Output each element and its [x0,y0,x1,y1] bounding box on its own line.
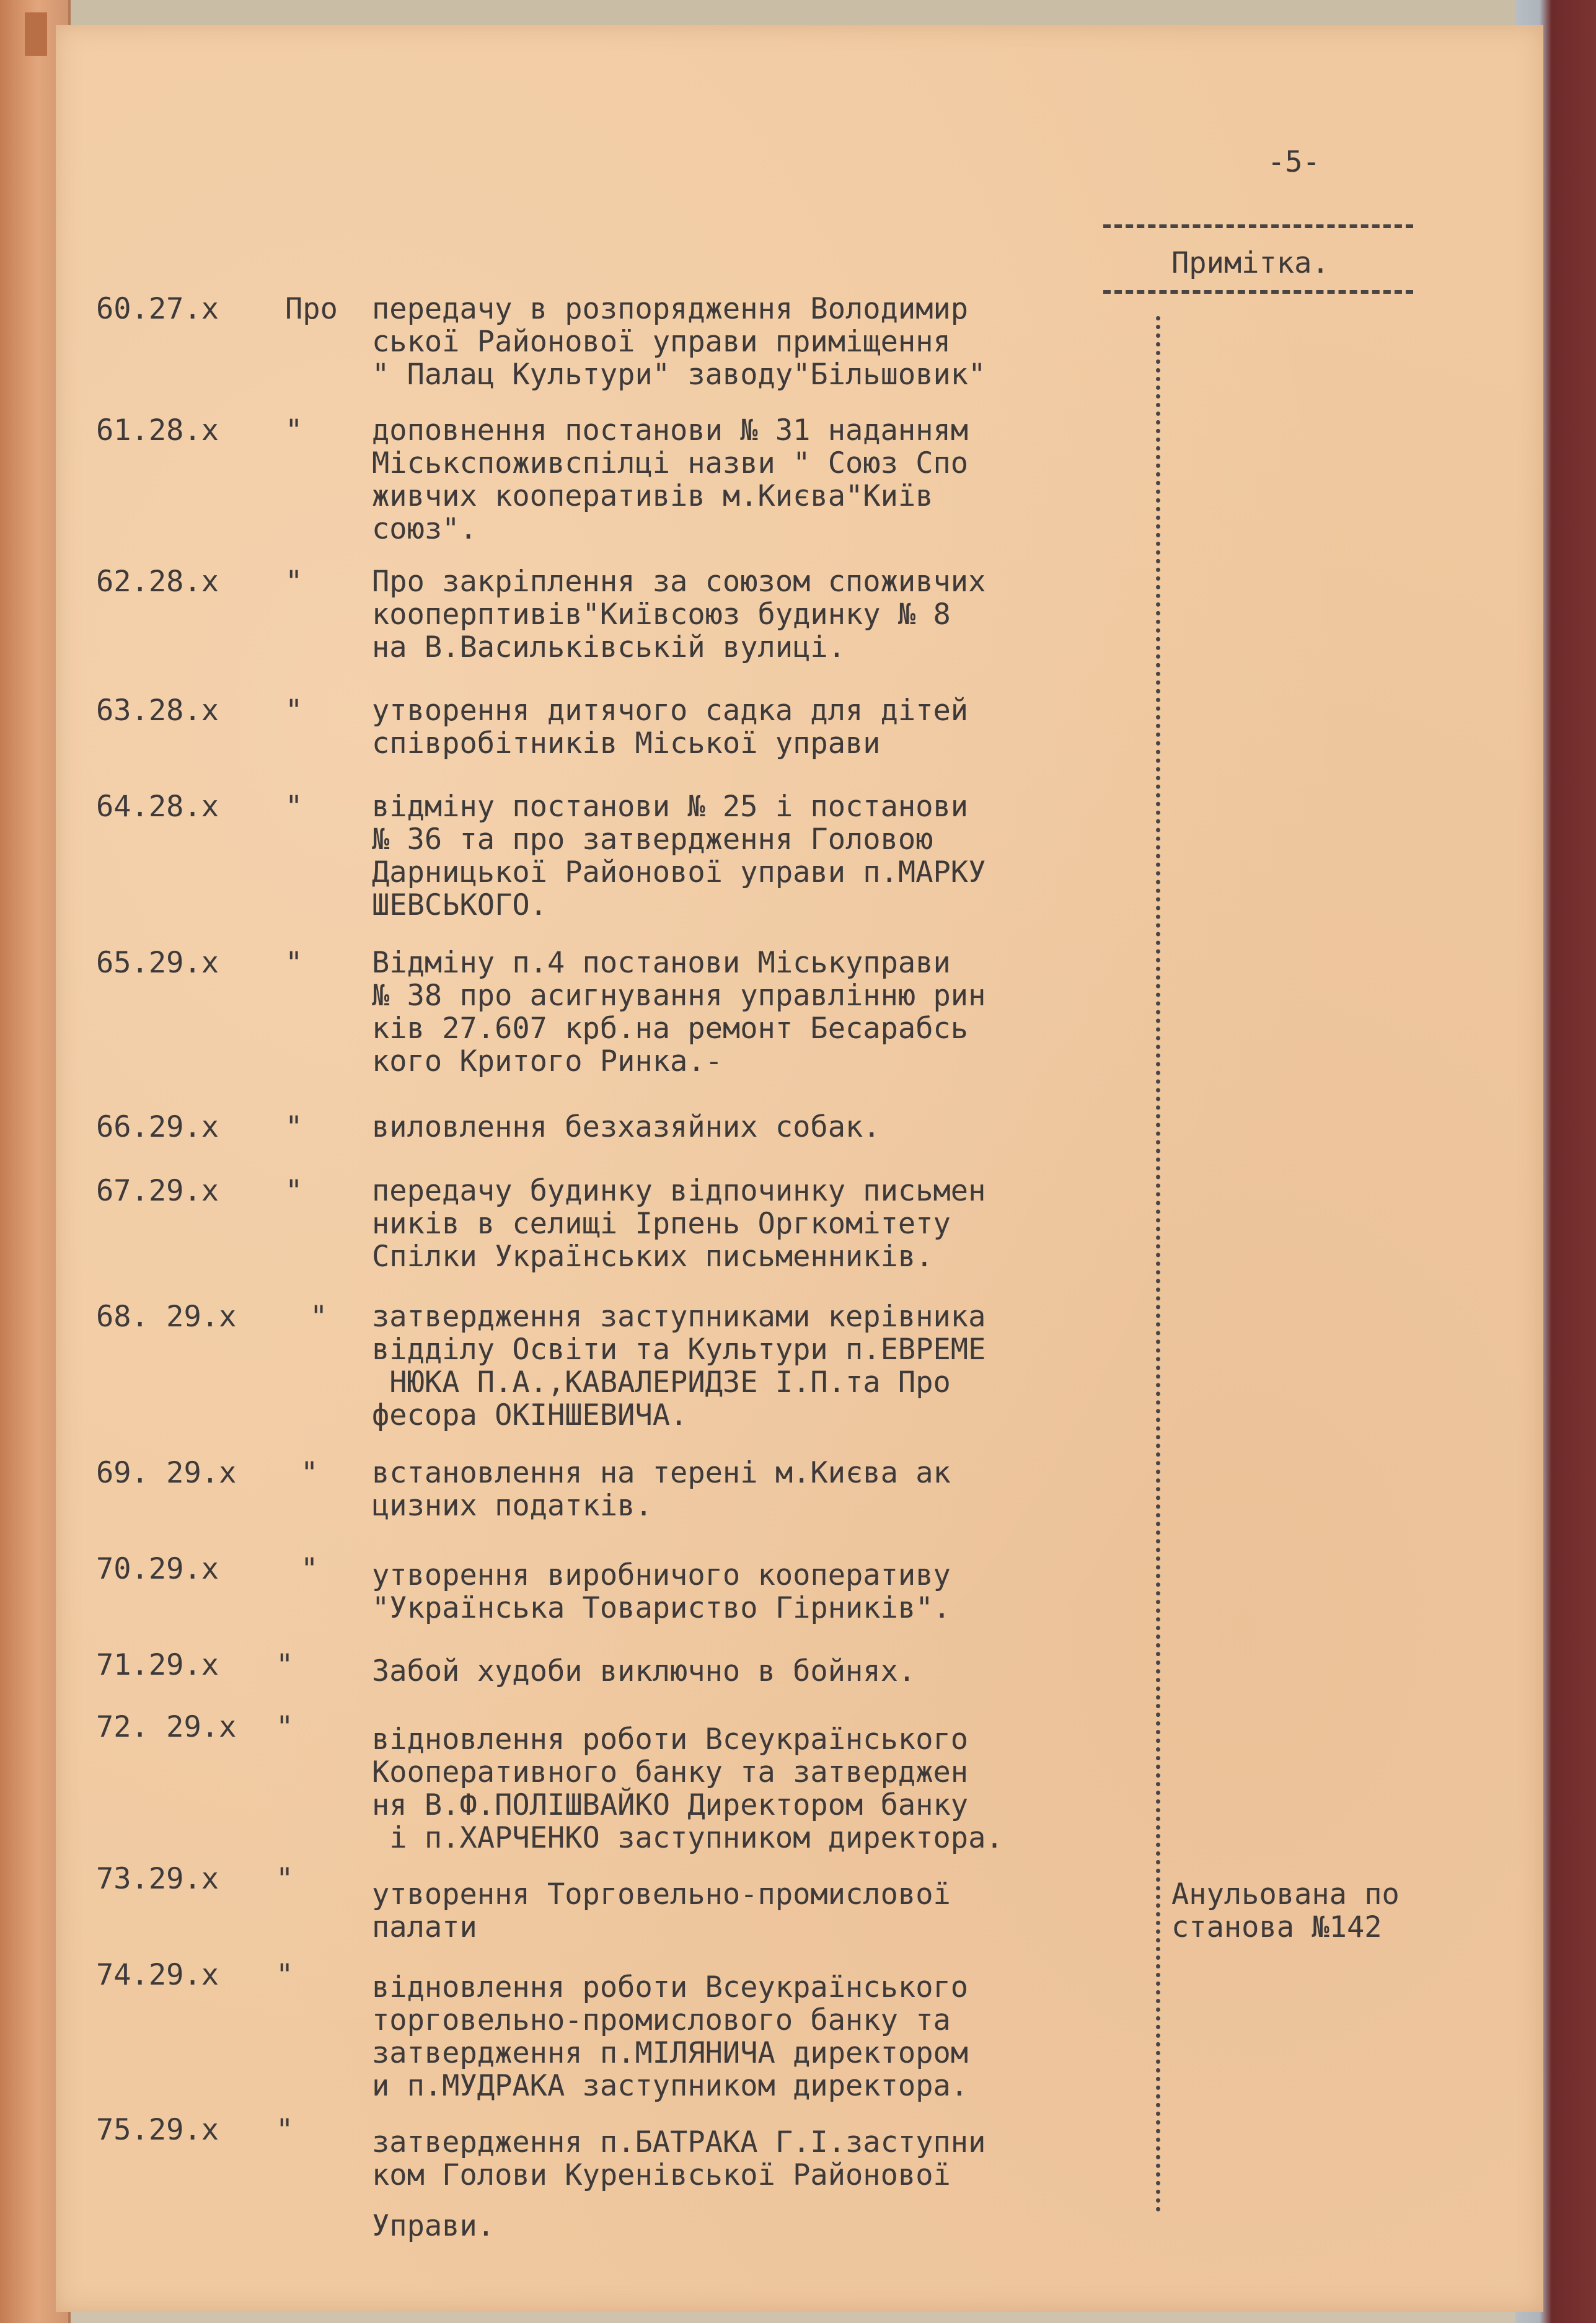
entry-line: затвердження п.МІЛЯНИЧА директором [372,2036,969,2070]
entry-line: відміну постанови № 25 і постанови [372,790,969,824]
entry-line: "Українська Товариство Гірників". [372,1591,951,1625]
ditto-mark: " [310,1300,328,1334]
entry-line: виловлення безхазяйних собак. [372,1110,881,1144]
ditto-mark: " [276,1648,294,1682]
entry-line: ня В.Ф.ПОЛІШВАЙКО Директором банку [372,1788,969,1822]
entry-line: передачу в розпорядження Володимир [372,292,969,326]
entry-line: кооперптивів"Київсоюз будинку № 8 [372,597,951,632]
ditto-mark: " [285,790,303,824]
entry-line: ком Голови Куренівської Районової [372,2158,951,2192]
entry-line: на В.Васильківській вулиці. [372,630,846,664]
entry-line: співробітників Міської управи [372,726,881,760]
entry-number: 70.29.x [96,1552,219,1586]
entry-line: НЮКА П.А.,КАВАЛЕРИДЗЕ І.П.та Про [372,1365,951,1400]
entry-line: живчих кооперативів м.Києва"Київ [372,479,933,513]
entry-number: 60.27.x [96,292,219,326]
entry-line: ників в селищі Ірпень Оргкомітету [372,1207,951,1241]
entry-line: " Палац Культури" заводу"Більшовик" [372,358,986,392]
entry-line: Відміну п.4 постанови Міськуправи [372,946,951,980]
entry-prefix: Про [285,292,338,326]
entry-number: 65.29.x [96,946,219,980]
ditto-mark: " [276,1958,294,1992]
entry-line: відновлення роботи Всеукраїнського [372,1970,969,2004]
ditto-mark: " [276,2113,294,2147]
ditto-mark: " [285,946,303,980]
entry-line: фесора ОКІНШЕВИЧА. [372,1398,688,1432]
ditto-mark: " [285,565,303,599]
page-number: -5- [1268,145,1320,179]
entry-line: і п.ХАРЧЕНКО заступником директора. [372,1821,1003,1855]
ditto-mark: " [301,1552,319,1586]
entry-line: утворення виробничого кооперативу [372,1558,951,1592]
entry-line: ської Районової управи приміщення [372,325,951,359]
entry-number: 72. 29.x [96,1710,237,1744]
entry-line: Міськспоживспілці назви " Союз Спо [372,446,969,480]
folder-tab-mark [25,12,47,56]
entry-number: 75.29.x [96,2113,219,2147]
entry-number: 71.29.x [96,1648,219,1682]
notes-column-header: Примітка. [1171,246,1329,280]
entry-number: 67.29.x [96,1174,219,1208]
entry-line: Управи. [372,2209,495,2243]
column-separator [1156,316,1160,2213]
ditto-mark: " [285,1110,303,1144]
entry-number: 62.28.x [96,565,219,599]
entry-number: 61.28.x [96,413,219,447]
ditto-mark: " [285,413,303,447]
annulment-note-line: станова №142 [1171,1910,1382,1944]
entry-line: и п.МУДРАКА заступником директора. [372,2069,969,2103]
entry-line: утворення дитячого садка для дітей [372,694,969,728]
entry-line: Про закріплення за союзом споживчих [372,565,986,599]
entry-number: 68. 29.x [96,1300,237,1334]
entry-line: торговельно-промислового банку та [372,2003,951,2037]
entry-line: № 36 та про затвердження Головою [372,822,933,857]
entry-line: доповнення постанови № 31 наданням [372,413,969,447]
entry-line: палати [372,1910,477,1944]
entry-line: союз". [372,512,477,546]
entry-line: відновлення роботи Всеукраїнського [372,1722,969,1757]
entry-line: ків 27.607 крб.на ремонт Бесарабсь [372,1012,969,1046]
entry-line: відділу Освіти та Культури п.ЕВРЕМЕ [372,1333,986,1367]
entry-line: ШЕВСЬКОГО. [372,888,547,922]
entry-line: № 38 про асигнування управлінню рин [372,979,986,1013]
entry-number: 73.29.x [96,1862,219,1896]
entry-number: 66.29.x [96,1110,219,1144]
entry-number: 64.28.x [96,790,219,824]
entry-number: 69. 29.x [96,1456,237,1490]
entry-line: Забой худоби виключно в бойнях. [372,1654,916,1688]
ditto-mark: " [276,1862,294,1896]
entry-line: передачу будинку відпочинку письмен [372,1174,986,1208]
entry-line: затвердження заступниками керівника [372,1300,986,1334]
header-rule-top [1103,224,1413,228]
entry-line: цизних податків. [372,1489,653,1523]
entry-line: утворення Торговельно-промислової [372,1877,951,1911]
entry-line: затвердження п.БАТРАКА Г.І.заступни [372,2125,986,2159]
entry-line: Дарницької Районової управи п.МАРКУ [372,855,986,889]
ditto-mark: " [285,694,303,728]
entry-line: Спілки Українських письменників. [372,1240,933,1274]
entry-line: встановлення на терені м.Києва ак [372,1456,951,1490]
annulment-note-line: Анульована по [1171,1877,1400,1911]
ditto-mark: " [276,1710,294,1744]
entry-number: 74.29.x [96,1958,219,1992]
header-rule-bottom [1103,290,1413,294]
entry-line: кого Критого Ринка.- [372,1044,723,1078]
entry-line: Кооперативного банку та затверджен [372,1755,969,1789]
ditto-mark: " [285,1174,303,1208]
document-page [56,25,1543,2312]
ditto-mark: " [301,1456,319,1490]
entry-number: 63.28.x [96,694,219,728]
